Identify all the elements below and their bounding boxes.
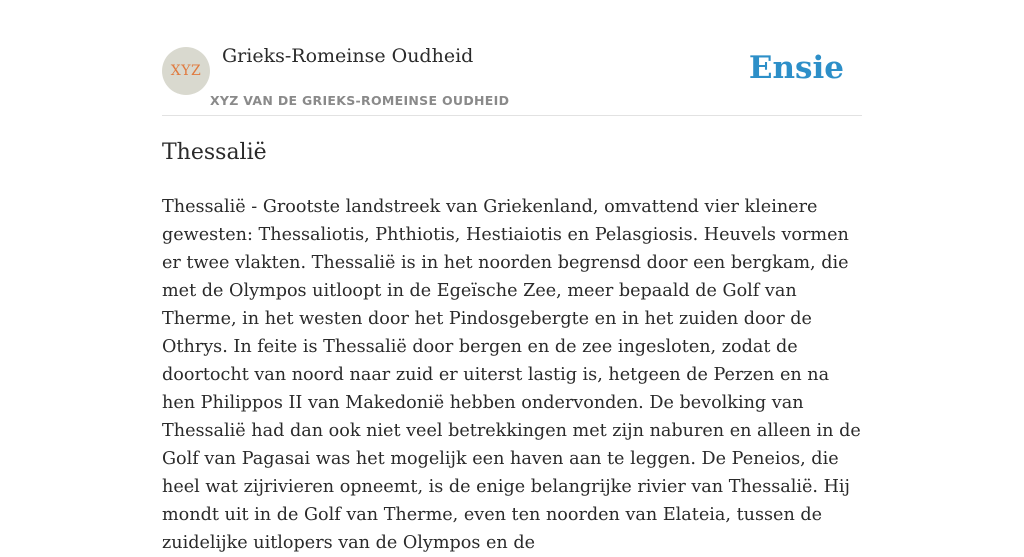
source-title-link[interactable]: Grieks-Romeinse Oudheid	[222, 45, 474, 67]
source-header	[162, 0, 862, 116]
source-subtitle: XYZ VAN DE GRIEKS-ROMEINSE OUDHEID	[210, 93, 510, 108]
entry-body: Thessalië - Grootste landstreek van Griekenland, omvattend vier kleinere gewesten: Thessaliotis, Phthiotis, Hestiaiotis en Pelasgiosis. Heuvels vormen er twee vlakten. Thessalië is in het noorden begrensd door een bergkam, die met de Olympos uitloopt in de Egeïsche Zee, meer bepaald de Golf van Therme, in het westen door het Pindosgebergte en in het zuiden door de Othrys. In feite is Thessalië door bergen en de zee ingesloten, zodat de doortocht van noord naar zuid er uiterst lastig is, hetgeen de Perzen en na hen Philippos II van Makedonië hebben ondervonden. De bevolking van Thessalië had dan ook niet veel betrekkingen met zijn naburen en alleen in de Golf van Pagasai was het mogelijk een haven aan te leggen. De Peneios, die heel wat zijrivieren opneemt, is de enige belangrijke rivier van Thessalië. Hij mondt uit in de Golf van Therme, even ten noorden van Elateia, tussen de zuidelijke uitlopers van de Olympos en de	[162, 197, 861, 553]
entry-title: Thessalië	[162, 140, 267, 165]
brand-logo-link[interactable]: Ensie	[748, 50, 844, 86]
source-logo[interactable]: XYZ	[162, 47, 210, 95]
entry-page	[162, 0, 862, 553]
